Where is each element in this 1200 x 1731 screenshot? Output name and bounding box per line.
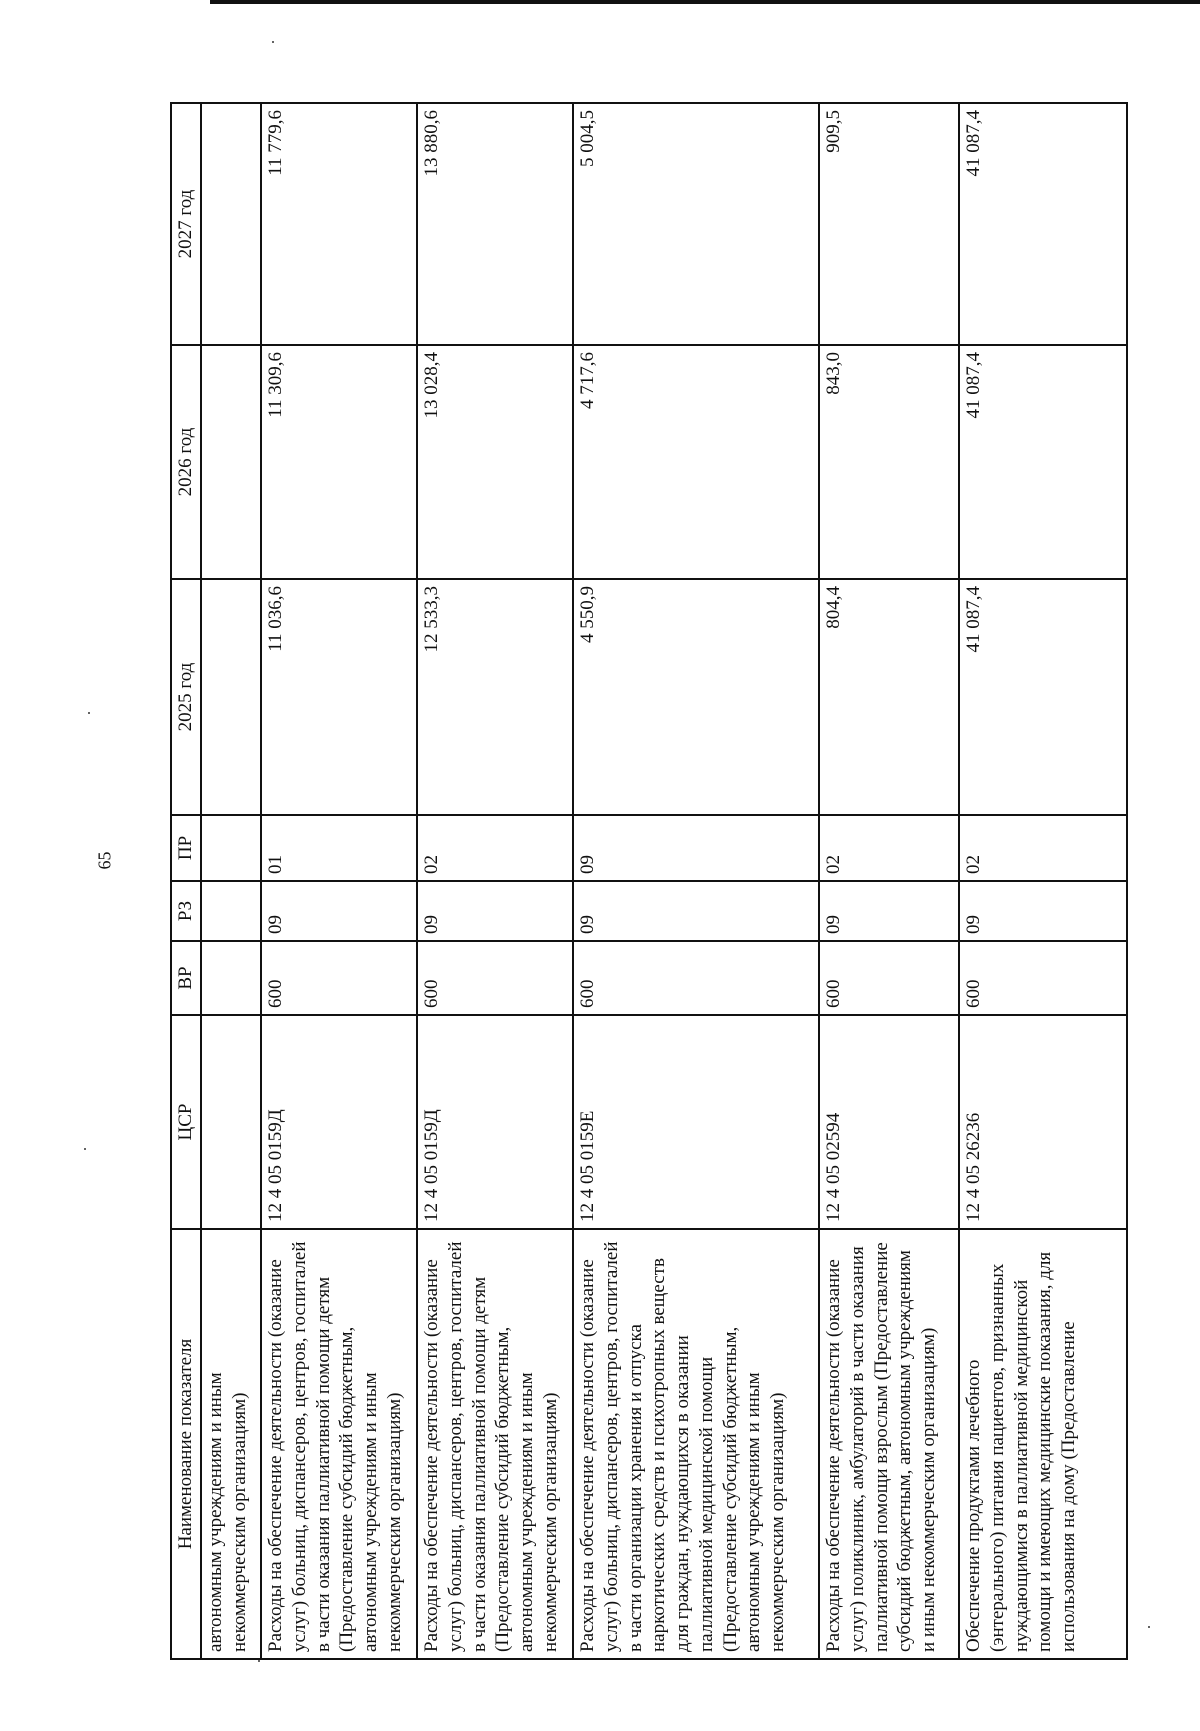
header-2025: 2025 год [171,579,201,815]
table-row [819,103,959,1659]
row-vr: 600 [261,941,417,1015]
row-csr: 12 4 05 02594 [819,1015,959,1229]
row-vr: 600 [573,941,819,1015]
row-rz: 09 [819,881,959,941]
table-row [417,103,573,1659]
row-rz [201,881,261,941]
row-name: Расходы на обеспечение деятельности (оказание услуг) больниц, диспансеров, центров, госпиталей в части оказания паллиативной помощи детям (Предоставление субсидий бюджетным, автономным учреждениям и иным некоммерческим организациям) [261,1229,417,1659]
row-pr: 02 [819,815,959,881]
table-header-row [171,103,201,1659]
row-pr: 01 [261,815,417,881]
table-row [201,103,261,1659]
row-2025: 804,4 [819,579,959,815]
header-rz: РЗ [171,881,201,941]
page-number: 65 [94,851,115,870]
row-csr: 12 4 05 26236 [959,1015,1127,1229]
row-2026: 11 309,6 [261,345,417,579]
row-2027: 13 880,6 [417,103,573,345]
row-name: Расходы на обеспечение деятельности (оказание услуг) больниц, диспансеров, центров, госпиталей в части оказания паллиативной помощи детям (Предоставление субсидий бюджетным, автономным учреждениям и иным некоммерческим организациям) [417,1229,573,1659]
row-vr: 600 [959,941,1127,1015]
row-2027: 11 779,6 [261,103,417,345]
row-pr [201,815,261,881]
row-name: Обеспечение продуктами лечебного (энтерального) питания пациентов, признанных нуждающимися в паллиативной медицинской помощи и имеющих медицинские показания, для использования на дому (Предоставление [959,1229,1127,1659]
row-2025: 11 036,6 [261,579,417,815]
rotated-table-sheet [170,104,1128,1660]
scan-speck [272,41,274,43]
row-vr: 600 [417,941,573,1015]
row-vr [201,941,261,1015]
row-rz: 09 [959,881,1127,941]
header-name: Наименование показателя [171,1229,201,1659]
top-border-line [210,0,1200,4]
row-2027 [201,103,261,345]
scan-speck [88,712,90,714]
row-2026: 4 717,6 [573,345,819,579]
row-2026: 41 087,4 [959,345,1127,579]
header-2026: 2026 год [171,345,201,579]
table-row [959,103,1127,1659]
row-2026: 13 028,4 [417,345,573,579]
header-vr: ВР [171,941,201,1015]
row-2026: 843,0 [819,345,959,579]
table-row [261,103,417,1659]
row-2025: 12 533,3 [417,579,573,815]
row-vr: 600 [819,941,959,1015]
row-pr: 02 [959,815,1127,881]
row-pr: 09 [573,815,819,881]
header-pr: ПР [171,815,201,881]
row-csr [201,1015,261,1229]
row-csr: 12 4 05 0159Д [417,1015,573,1229]
row-2027: 5 004,5 [573,103,819,345]
budget-table [170,102,1128,1660]
row-2027: 909,5 [819,103,959,345]
row-name: Расходы на обеспечение деятельности (оказание услуг) больниц, диспансеров, центров, госпиталей в части организации хранения и отпуска наркотических средств и психотропных веществ для граждан, нуждающихся в оказании паллиативной медицинской помощи (Предоставление субсидий бюджетным, автономным учреждениям и иным некоммерческим организациям) [573,1229,819,1659]
row-name: Расходы на обеспечение деятельности (оказание услуг) поликлиник, амбулаторий в части оказания паллиативной помощи взрослым (Предоставление субсидий бюджетным, автономным учреждениям и иным некоммерческим организациям) [819,1229,959,1659]
row-csr: 12 4 05 0159Е [573,1015,819,1229]
row-2025: 41 087,4 [959,579,1127,815]
row-csr: 12 4 05 0159Д [261,1015,417,1229]
header-csr: ЦСР [171,1015,201,1229]
row-2027: 41 087,4 [959,103,1127,345]
row-2025 [201,579,261,815]
row-rz: 09 [573,881,819,941]
row-rz: 09 [417,881,573,941]
row-pr: 02 [417,815,573,881]
row-2026 [201,345,261,579]
scan-speck [258,1660,260,1662]
scan-speck [84,1148,86,1150]
row-name: автономным учреждениям и иным некоммерческим организациям) [201,1229,261,1659]
scan-speck [1148,1626,1150,1628]
row-2025: 4 550,9 [573,579,819,815]
header-2027: 2027 год [171,103,201,345]
row-rz: 09 [261,881,417,941]
table-row [573,103,819,1659]
